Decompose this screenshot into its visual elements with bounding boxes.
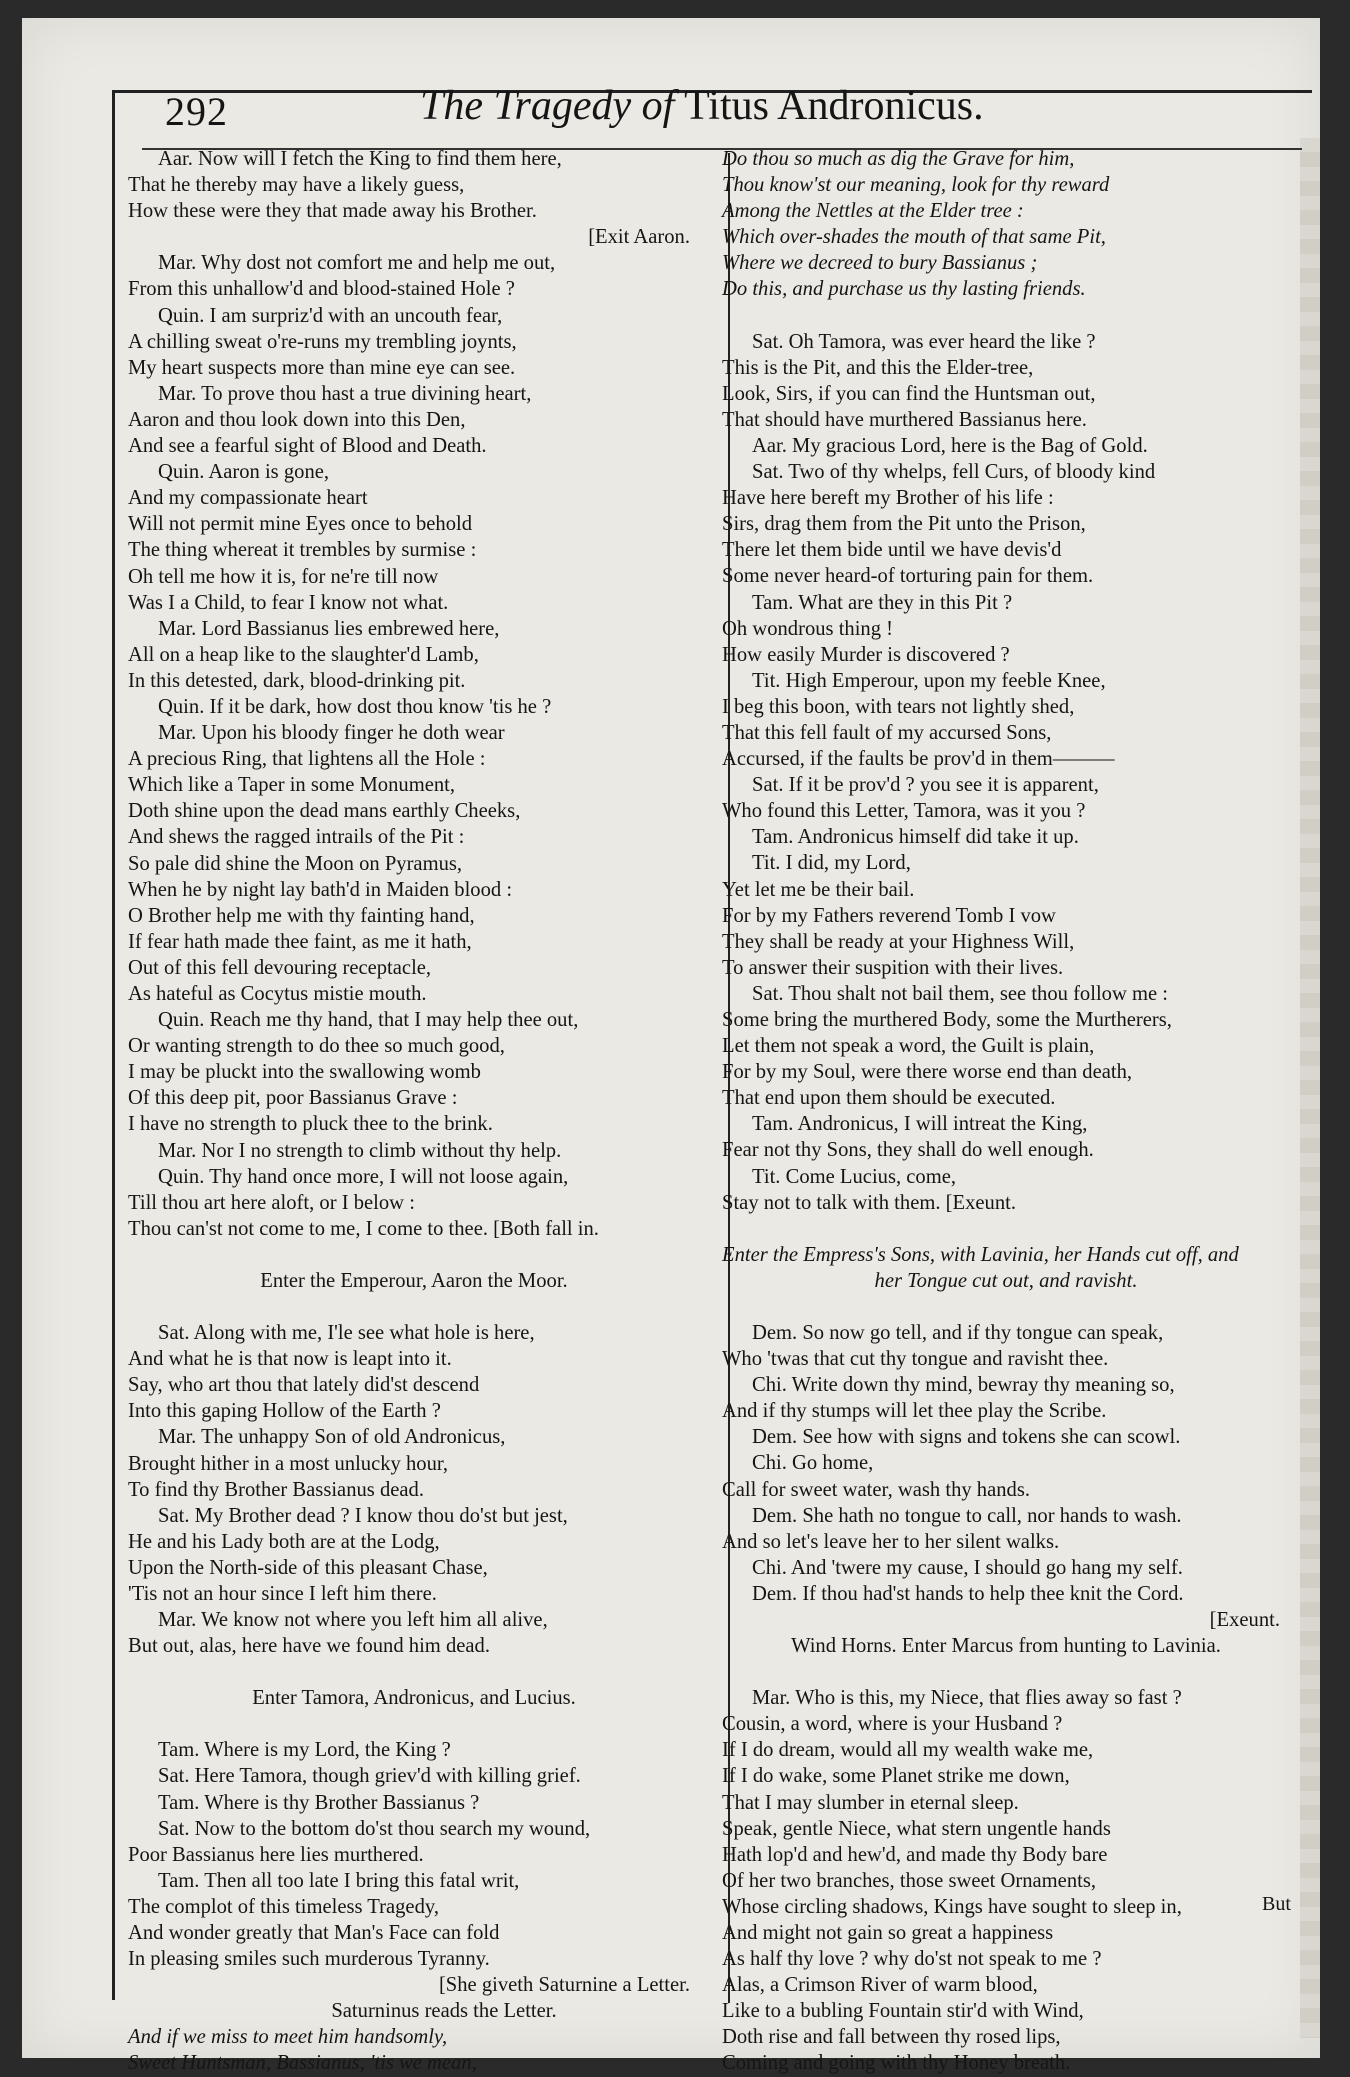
- text-line: Sat. My Brother dead ? I know thou do'st but jest,: [158, 1504, 568, 1527]
- text-line: Mar. The unhappy Son of old Andronicus,: [158, 1426, 506, 1449]
- text-line: [722, 1659, 1290, 1685]
- text-line: [128, 1294, 700, 1320]
- text-line: Tam. Andronicus, I will intreat the King,: [752, 1113, 1088, 1136]
- text-line: As half thy love ? why do'st not speak to me ?: [722, 1948, 1102, 1971]
- text-line: In this detested, dark, blood-drinking pit.: [128, 669, 466, 692]
- text-line: Sat. Now to the bottom do'st thou search my wound,: [158, 1817, 591, 1840]
- text-line: In pleasing smiles such murderous Tyranny.: [128, 1948, 490, 1971]
- text-line: There let them bide until we have devis'd: [722, 539, 1062, 562]
- text-line: From this unhallow'd and blood-stained Hole ?: [128, 278, 515, 301]
- frame-left-rule: [112, 90, 115, 2000]
- text-line: Sweet Huntsman, Bassianus, 'tis we mean,: [128, 2052, 477, 2075]
- text-line: I beg this boon, with tears not lightly shed,: [722, 695, 1075, 718]
- text-line: Accursed, if the faults be prov'd in them———: [722, 748, 1115, 771]
- text-line: Do this, and purchase us thy lasting friends.: [722, 278, 1086, 301]
- text-line: But out, alas, here have we found him dead.: [128, 1635, 490, 1658]
- text-line: And so let's leave her to her silent walks.: [722, 1530, 1060, 1553]
- text-line: That this fell fault of my accursed Sons,: [722, 721, 1052, 744]
- text-line: [722, 1294, 1290, 1320]
- text-line: And might not gain so great a happiness: [722, 1922, 1054, 1944]
- text-line: For by my Fathers reverend Tomb I vow: [722, 904, 1056, 927]
- text-line: Of this deep pit, poor Bassianus Grave :: [128, 1087, 458, 1110]
- text-line: [722, 1216, 1290, 1242]
- text-line: Quin. I am surpriz'd with an uncouth fear,: [158, 304, 503, 327]
- text-line: He and his Lady both are at the Lodg,: [128, 1530, 440, 1553]
- text-line: Whose circling shadows, Kings have sought to sleep in,: [722, 1895, 1182, 1918]
- text-line: Thou know'st our meaning, look for thy reward: [722, 174, 1110, 197]
- text-line: Wind Horns. Enter Marcus from hunting to Lavinia.: [791, 1635, 1221, 1658]
- text-line: Who 'twas that cut thy tongue and ravisht thee.: [722, 1348, 1109, 1371]
- page-number: 292: [165, 89, 228, 134]
- text-line: Out of this fell devouring receptacle,: [128, 956, 432, 979]
- text-line: Some bring the murthered Body, some the Murtherers,: [722, 1009, 1172, 1031]
- text-line: Which like a Taper in some Monument,: [128, 774, 456, 797]
- text-line: Till thou art here aloft, or I below :: [128, 1191, 415, 1214]
- text-line: And what he is that now is leapt into it.: [128, 1348, 452, 1371]
- running-title-main: Titus Andronicus.: [684, 83, 984, 129]
- text-line: Sat. Oh Tamora, was ever heard the like ?: [752, 330, 1096, 353]
- right-text-column: [722, 146, 1290, 2077]
- text-line: Brought hither in a most unlucky hour,: [128, 1452, 449, 1475]
- text-line: Mar. To prove thou hast a true divining heart,: [158, 382, 532, 405]
- text-line: Quin. Aaron is gone,: [158, 461, 330, 484]
- text-line: Enter the Empress's Sons, with Lavinia, her Hands cut off, and: [722, 1243, 1239, 1266]
- text-line: Mar. We know not where you left him all alive,: [158, 1609, 548, 1632]
- text-line: Tit. High Emperour, upon my feeble Knee,: [752, 669, 1106, 692]
- text-line: Saturninus reads the Letter.: [331, 2000, 557, 2023]
- text-line: If I do wake, some Planet strike me down,: [722, 1765, 1070, 1788]
- text-line: Dem. So now go tell, and if thy tongue can speak,: [752, 1321, 1164, 1344]
- text-line: Aar. My gracious Lord, here is the Bag of Gold.: [752, 434, 1148, 457]
- text-line: Of her two branches, those sweet Ornaments,: [722, 1869, 1097, 1892]
- text-line: Chi. And 'twere my cause, I should go hang my self.: [752, 1556, 1183, 1579]
- text-line: Speak, gentle Niece, what stern ungentle hands: [722, 1817, 1111, 1840]
- text-line: Sat. Along with me, I'le see what hole is here,: [158, 1322, 535, 1345]
- text-line: Cousin, a word, where is your Husband ?: [722, 1713, 1063, 1736]
- text-line: Tam. What are they in this Pit ?: [752, 591, 1013, 614]
- text-line: Let them not speak a word, the Guilt is plain,: [722, 1035, 1095, 1058]
- text-line: [128, 1659, 700, 1685]
- text-line: How these were they that made away his Brother.: [128, 200, 537, 223]
- text-line: [128, 1711, 700, 1737]
- text-line: Dem. If thou had'st hands to help thee knit the Cord.: [752, 1582, 1184, 1605]
- text-line: Mar. Who is this, my Niece, that flies away so fast ?: [752, 1687, 1182, 1710]
- text-line: That end upon them should be executed.: [722, 1087, 1056, 1110]
- text-line: Doth rise and fall between thy rosed lips,: [722, 2026, 1061, 2049]
- text-line: Like to a bubling Fountain stir'd with Wind,: [722, 2000, 1084, 2023]
- text-line: Upon the North-side of this pleasant Chase,: [128, 1556, 488, 1579]
- running-title: [420, 82, 984, 130]
- text-line: Yet let me be their bail.: [722, 878, 915, 901]
- text-line: Dem. See how with signs and tokens she can scowl.: [752, 1426, 1181, 1449]
- text-line: Where we decreed to bury Bassianus ;: [722, 252, 1038, 275]
- text-line: Have here bereft my Brother of his life :: [722, 487, 1054, 510]
- text-line: If fear hath made thee faint, as me it hath,: [128, 930, 472, 953]
- text-line: I may be pluckt into the swallowing womb: [128, 1061, 481, 1084]
- text-line: That should have murthered Bassianus here.: [722, 408, 1087, 431]
- text-line: Stay not to talk with them. [Exeunt.: [722, 1191, 1016, 1214]
- text-line: Sat. If it be prov'd ? you see it is apparent,: [752, 774, 1099, 797]
- text-line: Tam. Where is thy Brother Bassianus ?: [158, 1791, 480, 1814]
- text-line: Among the Nettles at the Elder tree :: [722, 200, 1024, 223]
- text-line: Will not permit mine Eyes once to behold: [128, 513, 473, 536]
- text-line: Chi. Go home,: [752, 1452, 874, 1475]
- text-line: [Exit Aaron.: [588, 226, 690, 249]
- text-line: Who found this Letter, Tamora, was it you ?: [722, 800, 1086, 823]
- text-line: A precious Ring, that lightens all the Hole :: [128, 748, 486, 771]
- text-line: Mar. Lord Bassianus lies embrewed here,: [158, 617, 500, 640]
- text-line: Some never heard-of torturing pain for them.: [722, 565, 1094, 588]
- text-line: Doth shine upon the dead mans earthly Cheeks,: [128, 800, 521, 823]
- text-line: My heart suspects more than mine eye can see.: [128, 356, 516, 379]
- text-line: To answer their suspition with their lives.: [722, 956, 1064, 979]
- text-line: Aar. Now will I fetch the King to find them here,: [158, 148, 562, 170]
- text-line: Sat. Thou shalt not bail them, see thou follow me :: [752, 982, 1169, 1005]
- text-line: Poor Bassianus here lies murthered.: [128, 1843, 424, 1866]
- running-title-prefix: The Tragedy of: [420, 83, 675, 129]
- text-line: Quin. Reach me thy hand, that I may help thee out,: [158, 1009, 579, 1032]
- text-line: O Brother help me with thy fainting hand,: [128, 904, 475, 927]
- text-line: And my compassionate heart: [128, 487, 368, 510]
- text-line: Coming and going with thy Honey breath.: [722, 2052, 1071, 2075]
- text-line: Thou can'st not come to me, I come to thee. [Both fall in.: [128, 1217, 599, 1240]
- text-line: So pale did shine the Moon on Pyramus,: [128, 852, 463, 875]
- text-line: And see a fearful sight of Blood and Death.: [128, 435, 487, 458]
- text-line: [She giveth Saturnine a Letter.: [438, 1974, 690, 1997]
- text-line: 'Tis not an hour since I left him there.: [128, 1582, 437, 1605]
- text-line: As hateful as Cocytus mistie mouth.: [128, 983, 427, 1005]
- text-line: Enter the Emperour, Aaron the Moor.: [260, 1269, 568, 1292]
- text-line: Which over-shades the mouth of that same Pit,: [722, 226, 1106, 249]
- text-line: her Tongue cut out, and ravisht.: [874, 1269, 1138, 1292]
- text-line: Oh tell me how it is, for ne're till now: [128, 565, 439, 588]
- text-line: The thing whereat it trembles by surmise :: [128, 539, 477, 562]
- text-line: Dem. She hath no tongue to call, nor hands to wash.: [752, 1504, 1182, 1527]
- text-line: Sat. Here Tamora, though griev'd with killing grief.: [158, 1765, 581, 1788]
- text-line: Chi. Write down thy mind, bewray thy meaning so,: [752, 1374, 1175, 1397]
- text-line: All on a heap like to the slaughter'd Lamb,: [128, 643, 479, 666]
- text-line: [Exeunt.: [1209, 1608, 1280, 1631]
- text-line: Mar. Nor I no strength to climb without thy help.: [158, 1139, 562, 1162]
- text-line: Do thou so much as dig the Grave for him,: [722, 148, 1075, 170]
- text-line: Fear not thy Sons, they shall do well enough.: [722, 1139, 1094, 1162]
- facing-page-edge: [1300, 138, 1320, 2038]
- catchword: But: [1262, 1893, 1291, 1915]
- text-line: Tit. I did, my Lord,: [752, 852, 911, 875]
- text-line: Alas, a Crimson River of warm blood,: [722, 1974, 1038, 1997]
- text-line: [128, 1242, 700, 1268]
- text-line: Say, who art thou that lately did'st descend: [128, 1374, 480, 1397]
- text-line: Quin. Thy hand once more, I will not loose again,: [158, 1165, 569, 1188]
- text-line: I have no strength to pluck thee to the brink.: [128, 1113, 493, 1136]
- text-line: Tam. Where is my Lord, the King ?: [158, 1739, 451, 1762]
- text-line: Oh wondrous thing !: [722, 617, 894, 640]
- text-line: To find thy Brother Bassianus dead.: [128, 1478, 424, 1501]
- text-line: A chilling sweat o're-runs my trembling joynts,: [128, 330, 517, 353]
- text-line: And if thy stumps will let thee play the Scribe.: [722, 1400, 1107, 1423]
- text-line: They shall be ready at your Highness Will,: [722, 930, 1075, 953]
- text-line: [722, 303, 1290, 329]
- text-line: Hath lop'd and hew'd, and made thy Body bare: [722, 1843, 1108, 1866]
- text-line: Enter Tamora, Andronicus, and Lucius.: [252, 1687, 576, 1710]
- text-line: And wonder greatly that Man's Face can fold: [128, 1922, 500, 1944]
- text-line: Was I a Child, to fear I know not what.: [128, 591, 449, 614]
- text-line: Tam. Then all too late I bring this fatal writ,: [158, 1869, 520, 1892]
- text-line: This is the Pit, and this the Elder-tree,: [722, 356, 1034, 379]
- text-line: That I may slumber in eternal sleep.: [722, 1791, 1019, 1814]
- text-line: For by my Soul, were there worse end than death,: [722, 1061, 1133, 1084]
- text-line: How easily Murder is discovered ?: [722, 643, 1010, 666]
- text-line: If I do dream, would all my wealth wake me,: [722, 1739, 1094, 1762]
- text-line: And if we miss to meet him handsomly,: [128, 2026, 448, 2049]
- text-line: When he by night lay bath'd in Maiden blood :: [128, 878, 513, 901]
- left-text-column: [128, 146, 700, 2077]
- text-line: And shews the ragged intrails of the Pit :: [128, 826, 465, 849]
- text-line: Sat. Two of thy whelps, fell Curs, of bloody kind: [752, 461, 1156, 484]
- text-line: Call for sweet water, wash thy hands.: [722, 1478, 1031, 1501]
- text-line: Mar. Why dost not comfort me and help me out,: [158, 252, 556, 275]
- text-line: Tam. Andronicus himself did take it up.: [752, 826, 1079, 849]
- text-line: Tit. Come Lucius, come,: [752, 1165, 957, 1188]
- text-line: Aaron and thou look down into this Den,: [128, 408, 466, 431]
- text-line: Mar. Upon his bloody finger he doth wear: [158, 722, 505, 745]
- text-line: Into this gaping Hollow of the Earth ?: [128, 1400, 441, 1423]
- text-line: Look, Sirs, if you can find the Huntsman out,: [722, 382, 1096, 405]
- text-line: Or wanting strength to do thee so much good,: [128, 1035, 505, 1058]
- text-line: That he thereby may have a likely guess,: [128, 174, 465, 197]
- text-line: Quin. If it be dark, how dost thou know 'tis he ?: [158, 695, 552, 718]
- text-line: Sirs, drag them from the Pit unto the Prison,: [722, 513, 1086, 536]
- text-line: The complot of this timeless Tragedy,: [128, 1895, 439, 1918]
